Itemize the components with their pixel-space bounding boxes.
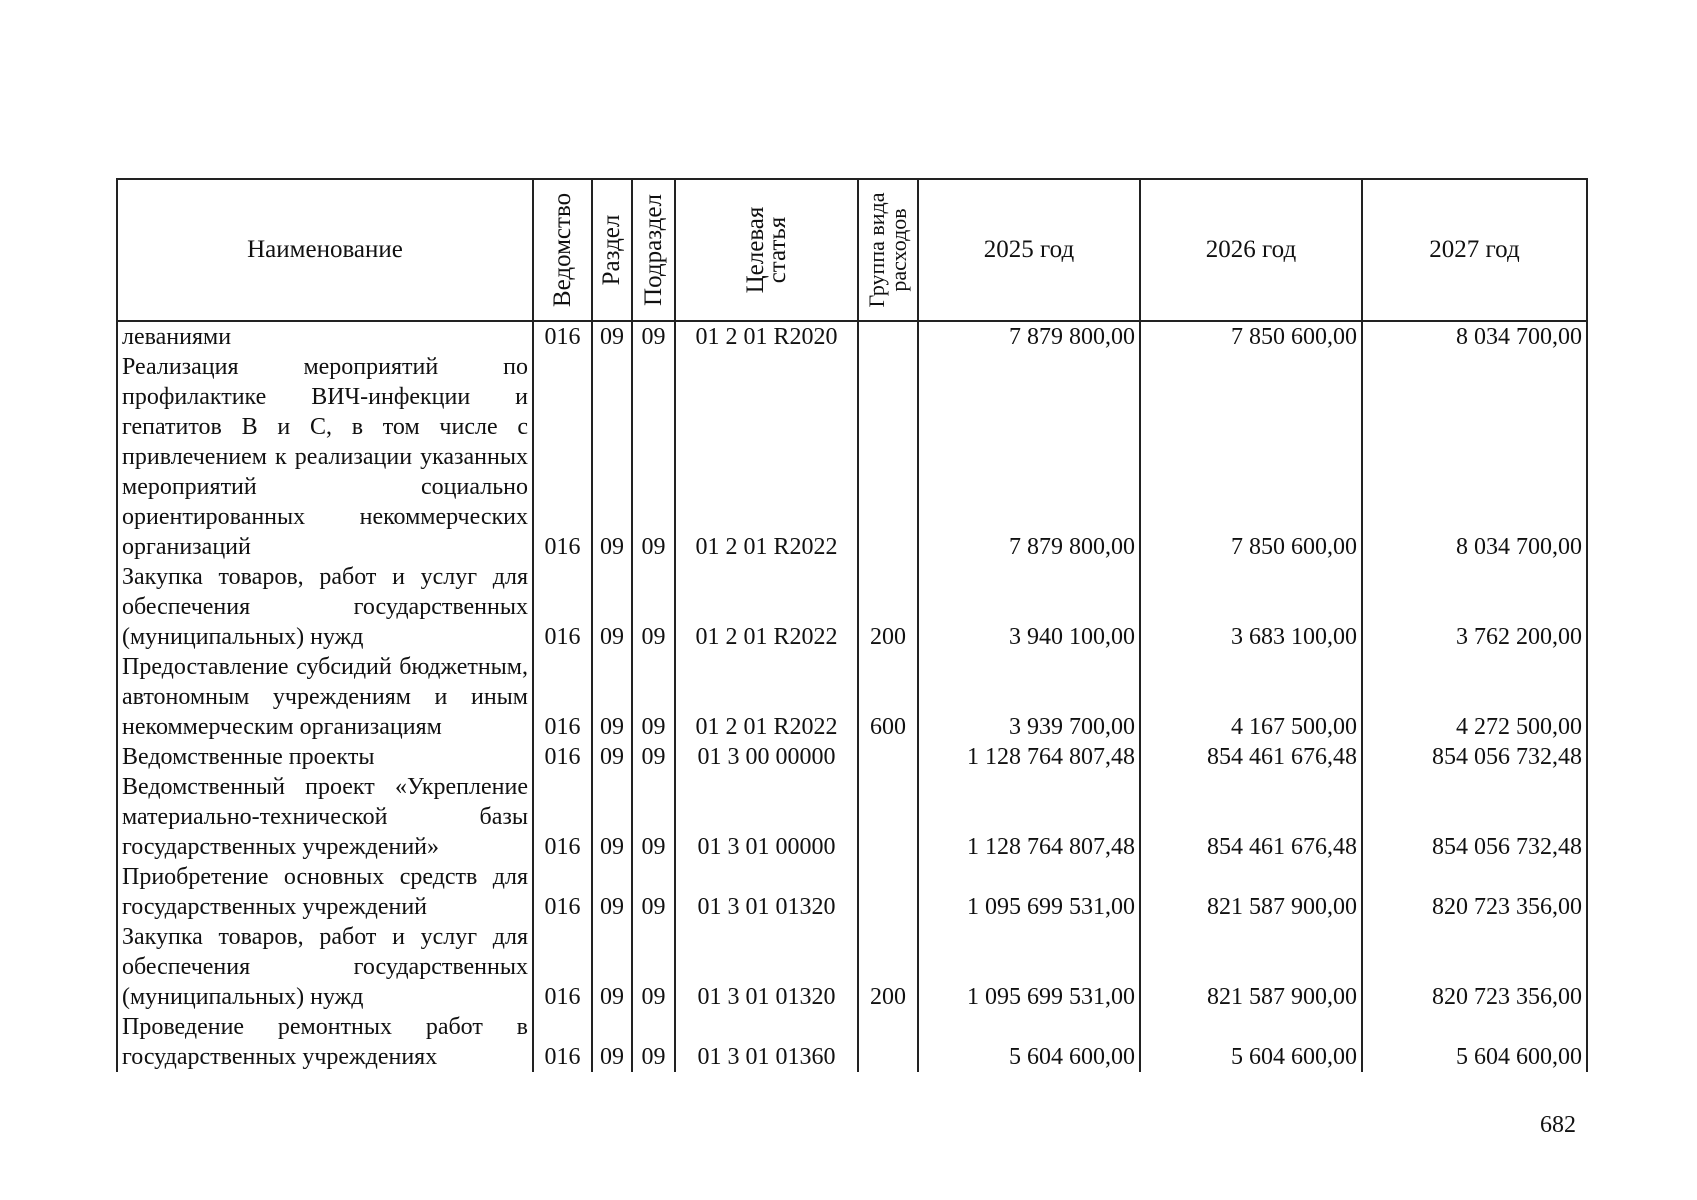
row-department: 016 [533, 1012, 592, 1072]
row-department: 016 [533, 742, 592, 772]
row-subsection: 09 [632, 321, 675, 352]
row-value-2026: 854 461 676,48 [1140, 742, 1362, 772]
row-name: Ведомственный проект «Укрепление материально-технической базы государственных учреждений» [117, 772, 533, 862]
row-name: Предоставление субсидий бюджетным, автономным учреждениям и иным некоммерческим организациям [117, 652, 533, 742]
row-value-2026: 7 850 600,00 [1140, 352, 1362, 562]
row-target-article: 01 2 01 R2020 [675, 321, 858, 352]
header-target-article: Целевая статья [675, 179, 858, 321]
row-expense-group [858, 1012, 918, 1072]
row-value-2026: 7 850 600,00 [1140, 321, 1362, 352]
table-row [117, 352, 1587, 562]
row-subsection: 09 [632, 922, 675, 1012]
row-name: Ведомственные проекты [117, 742, 533, 772]
row-department: 016 [533, 772, 592, 862]
row-section: 09 [592, 742, 632, 772]
row-subsection: 09 [632, 772, 675, 862]
table-row [117, 652, 1587, 742]
row-subsection: 09 [632, 1012, 675, 1072]
header-expense-group: Группа вида расходов [858, 179, 918, 321]
row-name: леваниями [117, 321, 533, 352]
row-value-2027: 854 056 732,48 [1362, 742, 1587, 772]
table-row [117, 1012, 1587, 1072]
row-value-2025: 1 095 699 531,00 [918, 922, 1140, 1012]
table-row [117, 562, 1587, 652]
row-target-article: 01 2 01 R2022 [675, 562, 858, 652]
row-value-2026: 3 683 100,00 [1140, 562, 1362, 652]
table-row [117, 922, 1587, 1012]
row-target-article: 01 2 01 R2022 [675, 352, 858, 562]
row-department: 016 [533, 321, 592, 352]
row-expense-group: 200 [858, 562, 918, 652]
row-section: 09 [592, 1012, 632, 1072]
row-target-article: 01 3 01 01360 [675, 1012, 858, 1072]
row-value-2027: 854 056 732,48 [1362, 772, 1587, 862]
row-subsection: 09 [632, 652, 675, 742]
row-value-2025: 3 940 100,00 [918, 562, 1140, 652]
row-value-2027: 3 762 200,00 [1362, 562, 1587, 652]
row-value-2025: 3 939 700,00 [918, 652, 1140, 742]
row-value-2025: 5 604 600,00 [918, 1012, 1140, 1072]
header-section: Раздел [592, 179, 632, 321]
row-target-article: 01 3 01 00000 [675, 772, 858, 862]
header-year-2026: 2026 год [1140, 179, 1362, 321]
table-row [117, 742, 1587, 772]
row-target-article: 01 3 01 01320 [675, 862, 858, 922]
row-section: 09 [592, 652, 632, 742]
row-section: 09 [592, 862, 632, 922]
row-section: 09 [592, 562, 632, 652]
row-subsection: 09 [632, 862, 675, 922]
row-expense-group [858, 321, 918, 352]
header-name: Наименование [117, 179, 533, 321]
table-row [117, 321, 1587, 352]
row-value-2026: 821 587 900,00 [1140, 922, 1362, 1012]
row-value-2026: 4 167 500,00 [1140, 652, 1362, 742]
row-value-2026: 5 604 600,00 [1140, 1012, 1362, 1072]
header-department: Ведомство [533, 179, 592, 321]
page-number: 682 [1540, 1112, 1576, 1138]
row-subsection: 09 [632, 562, 675, 652]
row-value-2027: 820 723 356,00 [1362, 862, 1587, 922]
row-expense-group [858, 352, 918, 562]
row-department: 016 [533, 352, 592, 562]
row-value-2027: 5 604 600,00 [1362, 1012, 1587, 1072]
row-value-2027: 4 272 500,00 [1362, 652, 1587, 742]
row-value-2027: 8 034 700,00 [1362, 321, 1587, 352]
row-target-article: 01 2 01 R2022 [675, 652, 858, 742]
row-subsection: 09 [632, 352, 675, 562]
row-expense-group [858, 862, 918, 922]
row-department: 016 [533, 862, 592, 922]
row-target-article: 01 3 00 00000 [675, 742, 858, 772]
row-target-article: 01 3 01 01320 [675, 922, 858, 1012]
row-section: 09 [592, 321, 632, 352]
row-value-2025: 1 095 699 531,00 [918, 862, 1140, 922]
row-name: Реализация мероприятий по профилактике ВИЧ-инфекции и гепатитов B и C, в том числе с привлечением к реализации указанных мероприятий социально ориентированных некоммерческих организаций [117, 352, 533, 562]
header-year-2027: 2027 год [1362, 179, 1587, 321]
row-name: Закупка товаров, работ и услуг для обеспечения государственных (муниципальных) нужд [117, 922, 533, 1012]
row-expense-group [858, 772, 918, 862]
row-name: Приобретение основных средств для государственных учреждений [117, 862, 533, 922]
row-section: 09 [592, 772, 632, 862]
row-name: Закупка товаров, работ и услуг для обеспечения государственных (муниципальных) нужд [117, 562, 533, 652]
row-department: 016 [533, 922, 592, 1012]
row-value-2025: 1 128 764 807,48 [918, 742, 1140, 772]
row-value-2027: 8 034 700,00 [1362, 352, 1587, 562]
row-value-2026: 854 461 676,48 [1140, 772, 1362, 862]
row-department: 016 [533, 562, 592, 652]
header-subsection: Подраздел [632, 179, 675, 321]
row-value-2025: 7 879 800,00 [918, 321, 1140, 352]
row-value-2027: 820 723 356,00 [1362, 922, 1587, 1012]
table-row [117, 772, 1587, 862]
row-value-2025: 1 128 764 807,48 [918, 772, 1140, 862]
row-expense-group [858, 742, 918, 772]
row-department: 016 [533, 652, 592, 742]
row-expense-group: 200 [858, 922, 918, 1012]
row-subsection: 09 [632, 742, 675, 772]
row-value-2026: 821 587 900,00 [1140, 862, 1362, 922]
budget-table [116, 178, 1588, 1072]
row-value-2025: 7 879 800,00 [918, 352, 1140, 562]
row-section: 09 [592, 352, 632, 562]
row-name: Проведение ремонтных работ в государственных учреждениях [117, 1012, 533, 1072]
row-expense-group: 600 [858, 652, 918, 742]
row-section: 09 [592, 922, 632, 1012]
header-year-2025: 2025 год [918, 179, 1140, 321]
table-header-row [117, 179, 1587, 321]
table-row [117, 862, 1587, 922]
